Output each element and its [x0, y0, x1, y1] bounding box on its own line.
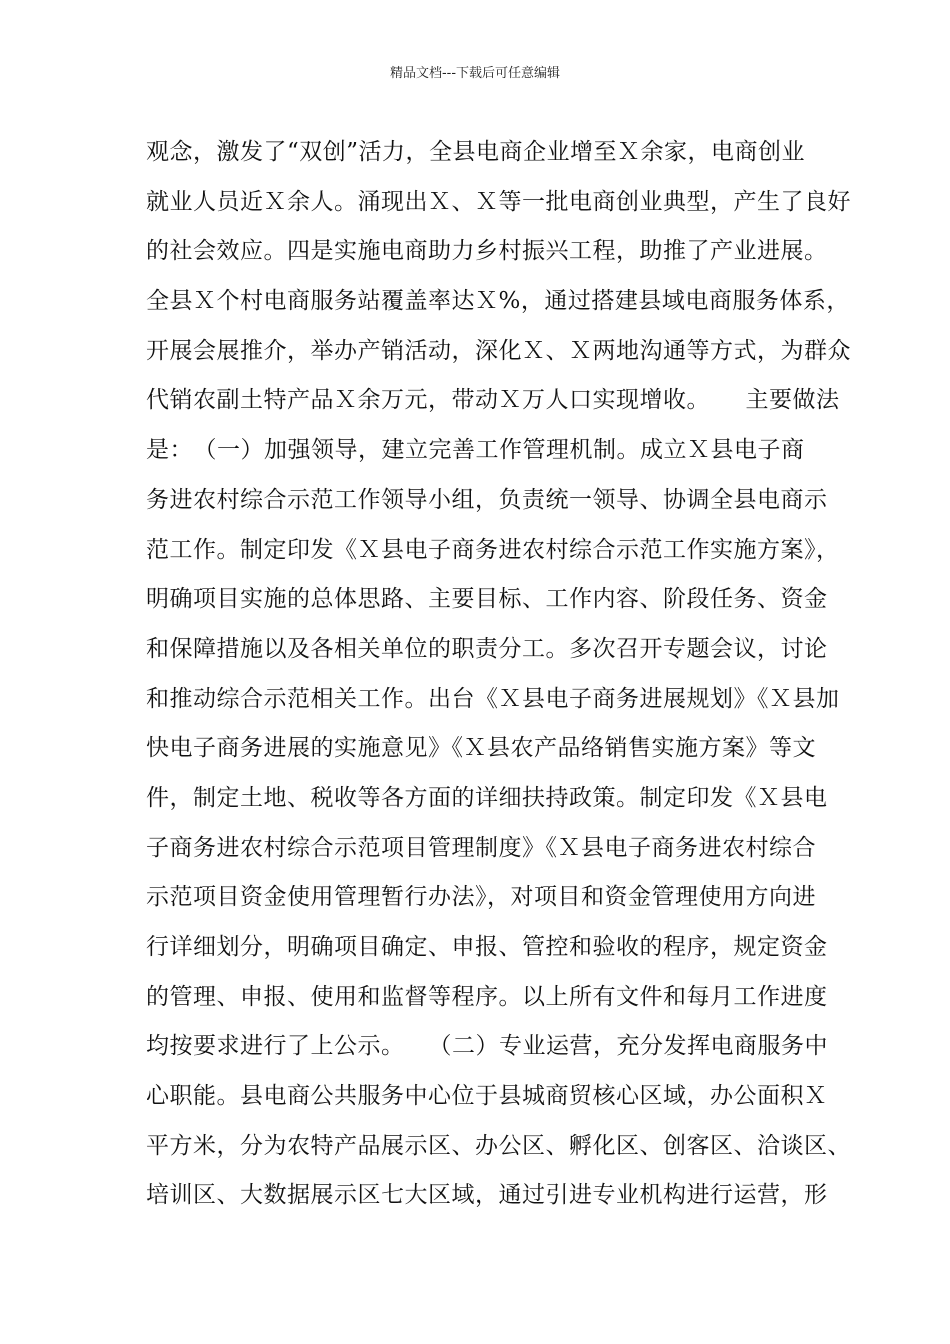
text-line: 观念，激发了“双创”活力，全县电商企业增至Ｘ余家，电商创业	[146, 139, 806, 165]
text-line: 快电子商务进展的实施意见》《Ｘ县农产品络销售实施方案》等文	[146, 735, 816, 762]
text-line: 范工作。制定印发《Ｘ县电子商务进农村综合示范工作实施方案》，	[146, 536, 840, 563]
text-line: 和保障措施以及各相关单位的职责分工。多次召开专题会议，讨论	[146, 635, 828, 662]
page-header: 精品文档---下载后可任意编辑	[389, 66, 561, 81]
text-line: 示范项目资金使用管理暂行办法》，对项目和资金管理使用方向进	[146, 884, 816, 911]
text-line: 就业人员近Ｘ余人。涌现出Ｘ、Ｘ等一批电商创业典型，产生了良好	[146, 188, 851, 215]
text-line: 平方米，分为农特产品展示区、办公区、孵化区、创客区、洽谈区、	[146, 1132, 851, 1159]
document-body	[146, 128, 851, 1221]
text-line: 代销农副土特产品Ｘ余万元，带动Ｘ万人口实现增收。 主要做法	[146, 387, 840, 414]
text-line: 务进农村综合示范工作领导小组，负责统一领导、协调全县电商示	[146, 486, 828, 513]
text-line: 培训区、大数据展示区七大区域，通过引进专业机构进行运营，形	[146, 1182, 828, 1209]
text-line: 的管理、申报、使用和监督等程序。以上所有文件和每月工作进度	[146, 983, 828, 1010]
text-line: 子商务进农村综合示范项目管理制度》《Ｘ县电子商务进农村综合	[146, 834, 816, 861]
text-line: 的社会效应。四是实施电商助力乡村振兴工程，助推了产业进展。	[146, 238, 828, 265]
text-line: 全县Ｘ个村电商服务站覆盖率达Ｘ%，通过搭建县域电商服务体系，	[146, 288, 850, 315]
text-line: 行详细划分，明确项目确定、申报、管控和验收的程序，规定资金	[146, 934, 828, 960]
text-line: 件，制定土地、税收等各方面的详细扶持政策。制定印发《Ｘ县电	[146, 784, 828, 811]
text-line: 心职能。县电商公共服务中心位于县城商贸核心区域，办公面积Ｘ	[146, 1083, 828, 1110]
text-line: 明确项目实施的总体思路、主要目标、工作内容、阶段任务、资金	[146, 586, 828, 613]
text-line: 均按要求进行了上公示。 （二）专业运营，充分发挥电商服务中	[146, 1033, 828, 1060]
text-line: 和推动综合示范相关工作。出台《Ｘ县电子商务进展规划》《Ｘ县加	[146, 685, 840, 712]
text-line: 是： （一）加强领导，建立完善工作管理机制。成立Ｘ县电子商	[146, 437, 805, 464]
text-line: 开展会展推介，举办产销活动，深化Ｘ、Ｘ两地沟通等方式，为群众	[146, 337, 851, 364]
